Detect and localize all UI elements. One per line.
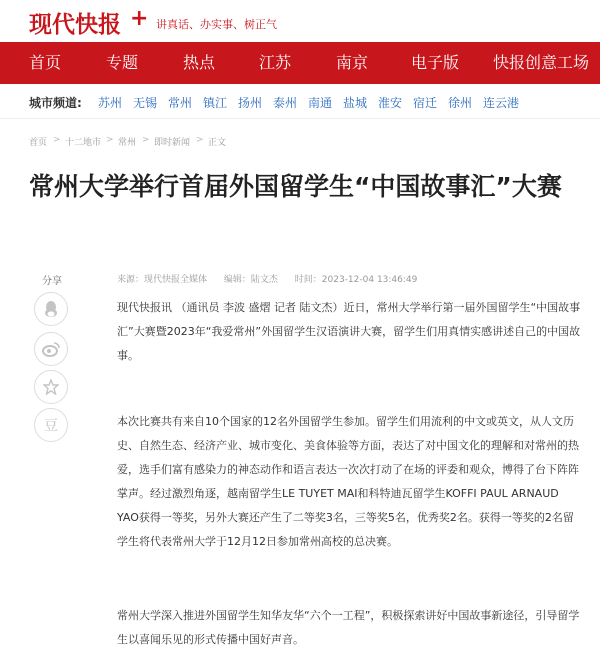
city-channels bbox=[0, 84, 600, 118]
share-label: 分享 bbox=[42, 276, 62, 287]
breadcrumb-item[interactable]: 常州 bbox=[118, 138, 137, 148]
city-link[interactable]: 常州 bbox=[168, 96, 193, 110]
share-douban-button[interactable] bbox=[34, 408, 68, 442]
breadcrumb bbox=[0, 118, 600, 163]
city-channels-label: 城市频道: bbox=[29, 96, 82, 110]
city-link[interactable]: 无锡 bbox=[133, 96, 158, 110]
qq-penguin-icon bbox=[43, 300, 59, 318]
city-link[interactable]: 镇江 bbox=[203, 96, 228, 110]
nav-jiangsu[interactable]: 江苏 bbox=[259, 53, 292, 72]
weibo-icon bbox=[42, 341, 60, 357]
share-qzone-button[interactable] bbox=[34, 370, 68, 404]
site-header bbox=[0, 0, 600, 42]
article-meta bbox=[117, 272, 431, 285]
share-weibo-button[interactable] bbox=[34, 332, 68, 366]
breadcrumb-home[interactable]: 首页 bbox=[29, 138, 48, 148]
breadcrumb-separator: > bbox=[142, 135, 150, 145]
city-link[interactable]: 徐州 bbox=[448, 96, 473, 110]
article-title: 常州大学举行首届外国留学生“中国故事汇”大赛 bbox=[29, 172, 562, 201]
breadcrumb-separator: > bbox=[53, 135, 61, 145]
nav-nanjing[interactable]: 南京 bbox=[336, 53, 369, 72]
share-qq-button[interactable] bbox=[34, 292, 68, 326]
city-link[interactable]: 连云港 bbox=[483, 96, 520, 110]
breadcrumb-separator: > bbox=[196, 135, 204, 145]
city-link[interactable]: 南通 bbox=[308, 96, 333, 110]
site-logo[interactable]: 现代快报 bbox=[29, 11, 121, 38]
city-link[interactable]: 扬州 bbox=[238, 96, 263, 110]
site-slogan: 讲真话、办实事、树正气 bbox=[156, 18, 277, 31]
main-nav bbox=[0, 42, 600, 84]
nav-hot[interactable]: 热点 bbox=[183, 53, 216, 72]
article-editor: 编辑：陆文杰 bbox=[223, 275, 278, 285]
article-paragraph: 常州大学深入推进外国留学生知华友华“六个一工程”，积极探索讲好中国故事新途径，引导留学生以喜闻乐见的形式传播中国好声音。 bbox=[117, 609, 580, 646]
article-time: 时间：2023-12-04 13:46:49 bbox=[294, 275, 418, 285]
city-link[interactable]: 淮安 bbox=[378, 96, 403, 110]
logo-plus-mark: + bbox=[130, 6, 149, 31]
article-paragraph: 本次比赛共有来自10个国家的12名外国留学生参加。留学生们用流利的中文或英文，从人文历史、自然生态、经济产业、城市变化、美食体验等方面，表达了对中国文化的理解和对常州的热爱，选手们富有感染力的神态动作和语言表达一次次打动了在场的评委和观众，博得了台下阵阵掌声。经过激烈角逐，越南留学生LE TUYET MAI和科特迪瓦留学生KOFFI PAUL ARNAUD YAO获得一等奖，另外大赛还产生了二等奖3名，三等奖5名，优秀奖2名。获得一等奖的2名留学生将代表常州大学于12月12日参加常州高校的总决赛。 bbox=[117, 415, 579, 548]
douban-icon: 豆 bbox=[44, 418, 58, 434]
nav-creative-workshop[interactable]: 快报创意工场 bbox=[493, 53, 590, 72]
city-link[interactable]: 宿迁 bbox=[413, 96, 438, 110]
city-link[interactable]: 泰州 bbox=[273, 96, 298, 110]
breadcrumb-current: 正文 bbox=[208, 138, 227, 148]
nav-epaper[interactable]: 电子版 bbox=[411, 53, 460, 72]
city-link[interactable]: 盐城 bbox=[343, 96, 368, 110]
breadcrumb-item[interactable]: 十二地市 bbox=[65, 138, 102, 148]
article-paragraph: 现代快报讯 （通讯员 李波 盛熠 记者 陆文杰）近日，常州大学举行第一届外国留学生“中国故事汇”大赛暨2023年“我爱常州”外国留学生汉语演讲大赛，留学生们用真情实感讲述自己的中国故事。 bbox=[117, 301, 581, 362]
star-icon bbox=[43, 379, 59, 395]
nav-home[interactable]: 首页 bbox=[29, 53, 62, 72]
nav-topics[interactable]: 专题 bbox=[106, 53, 139, 72]
breadcrumb-separator: > bbox=[106, 135, 114, 145]
breadcrumb-item[interactable]: 即时新闻 bbox=[154, 138, 191, 148]
city-link[interactable]: 苏州 bbox=[98, 96, 123, 110]
article-source: 来源：现代快报全媒体 bbox=[117, 275, 208, 285]
